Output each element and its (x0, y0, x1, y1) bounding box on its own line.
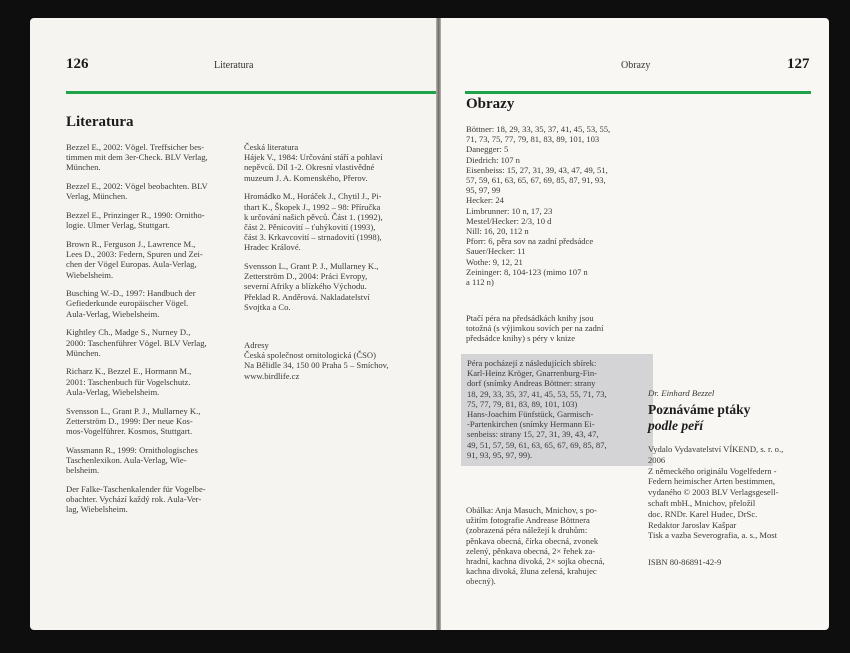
text-line: Hromádko M., Horáček J., Chytil J., Pi- (244, 191, 382, 202)
running-title: Literatura (214, 60, 254, 71)
text-line: Bezzel E., Prinzinger R., 1990: Ornitho- (66, 210, 205, 221)
text-line: muzeum J. A. Komenského, Přerov. (244, 172, 368, 183)
text-line: mos-Vogelführer. Kosmos, Stuttgart. (66, 425, 193, 436)
text-line: doc. RNDr. Karel Hudec, DrSc. (648, 508, 758, 519)
reference-entry (244, 340, 434, 381)
left-page (30, 18, 436, 630)
text-line: část 2. Pěnicovití – ťuhýkovití (1993), (244, 221, 376, 232)
reference-entry (66, 445, 241, 476)
text-line: část 3. Krkavcovití – strnadovití (1998), (244, 232, 382, 243)
addresses-block (244, 340, 434, 389)
header-rule (66, 91, 436, 94)
text-line: Pforr: 6, pěra sov na zadní předsádce (466, 236, 594, 247)
text-line: Federn heimischer Arten bestimmen, (648, 476, 775, 487)
references-column-2 (244, 142, 434, 321)
text-line: Mestel/Hecker: 2/3, 10 d (466, 215, 552, 226)
text-line: zelený, pěnkava obecná, 2× řehek za- (466, 545, 596, 556)
header-rule (465, 91, 811, 94)
text-line: Lees D., 2003: Federn, Spuren und Zei- (66, 249, 203, 260)
text-line: Danegger: 5 (466, 144, 509, 155)
text-line: logie. Ulmer Verlag, Stuttgart. (66, 220, 170, 231)
text-line: dorf (snímky Andreas Böttner: strany (467, 378, 596, 389)
photo-credits-index (466, 124, 646, 287)
text-line: Limbrunner: 10 n, 17, 23 (466, 205, 553, 216)
text-line: nepěvců. Díl 1-2. Okresní vlastivědné (244, 162, 375, 173)
text-line: Sauer/Hecker: 11 (466, 246, 526, 257)
reference-entry (244, 261, 434, 312)
text-line: Hans-Joachim Fünfstück, Garmisch- (467, 409, 594, 420)
text-line: Verlag, München. (66, 191, 128, 202)
section-heading: Obrazy (466, 96, 515, 112)
text-line: -Partenkirchen (snímky Hermann Ei- (467, 419, 595, 430)
reference-entry (66, 288, 241, 319)
reference-entry (66, 210, 241, 230)
text-line: Aula-Verlag, Wiebelsheim. (66, 308, 160, 319)
text-line: www.birdlife.cz (244, 370, 300, 381)
book-subtitle: podle peří (648, 418, 704, 433)
text-line: 71, 73, 75, 77, 79, 81, 83, 89, 101, 103 (466, 134, 600, 145)
text-line: Nill: 16, 20, 112 n (466, 226, 529, 237)
reference-entry (66, 327, 241, 358)
text-line: Aula-Verlag, Wiebelsheim. (66, 386, 160, 397)
text-line: 95, 97, 99 (466, 185, 501, 196)
text-line: Svojtka a Co. (244, 301, 291, 312)
text-line: předsádce knihy) s péry v knize (466, 333, 576, 344)
text-line: belsheim. (66, 465, 100, 476)
text-line: Der Falke-Taschenkalender für Vogelbe- (66, 483, 206, 494)
text-line: obachter. Vychází každý rok. Aula-Ver- (66, 493, 202, 504)
text-line: München. (66, 162, 101, 173)
text-line: totožná (s výjimkou sovích per na zadní (466, 323, 604, 334)
cover-credits (466, 505, 646, 587)
text-line: chen der Vögel Europas. Aula-Verlag, (66, 259, 197, 270)
text-line: 2006 (648, 454, 666, 465)
book-title: Poznáváme ptáky (648, 402, 751, 417)
text-line: thart K., Škopek J., 1992 – 98: Příručka (244, 201, 381, 212)
section-heading: Literatura (66, 114, 134, 130)
text-line: 91, 93, 95, 97, 99). (467, 449, 533, 460)
collections-box (461, 354, 653, 466)
reference-entry (66, 366, 241, 397)
imprint-lines (648, 444, 826, 541)
text-line: 49, 51, 57, 59, 61, 63, 65, 67, 69, 85, 87, (467, 439, 607, 450)
text-line: Richarz K., Bezzel E., Hormann M., (66, 366, 192, 377)
page-number: 126 (66, 56, 89, 72)
text-line: Svensson L., Grant P. J., Mullarney K., (66, 405, 201, 416)
text-line: hradní, kachna divoká, 2× sojka obecná, (466, 556, 605, 567)
text-line: Kightley Ch., Madge S., Nurney D., (66, 327, 191, 338)
text-line: Bezzel E., 2002: Vögel beobachten. BLV (66, 181, 208, 192)
running-title: Obrazy (621, 60, 651, 71)
feathers-note (466, 313, 646, 344)
reference-entry (66, 484, 241, 515)
text-line: 75, 77, 79, 81, 83, 89, 101, 103) (467, 398, 578, 409)
text-line: Tisk a vazba Severografia, a. s., Most (648, 530, 778, 541)
reference-entry (66, 181, 241, 201)
isbn: ISBN 80-86891-42-9 (648, 557, 722, 568)
references-column-1 (66, 142, 241, 523)
text-line: Taschenlexikon. Aula-Verlag, Wie- (66, 454, 187, 465)
text-line: Wassmann R., 1999: Ornithologisches (66, 444, 198, 455)
text-line: Péra pocházejí z následujících sbírek: (467, 358, 597, 368)
text-line: Zetterström D., 1999: Der neue Kos- (66, 415, 193, 426)
text-line: Vydalo Vydavatelství VÍKEND, s. r. o., (648, 444, 784, 454)
text-line: 57, 59, 61, 63, 65, 67, 69, 85, 87, 91, 93, (466, 175, 606, 186)
text-line: Svensson L., Grant P. J., Mullarney K., (244, 261, 379, 272)
text-line: Na Bělidle 34, 150 00 Praha 5 – Smíchov, (244, 360, 389, 371)
page-number: 127 (787, 56, 810, 72)
reference-entry (66, 239, 241, 280)
text-line: Hradec Králové. (244, 242, 301, 253)
text-line: Diedrich: 107 n (466, 154, 520, 165)
text-line: a 112 n) (466, 277, 494, 288)
text-line: Překlad R. Anděrová. Nakladatelství (244, 291, 370, 302)
reference-entry (244, 142, 434, 183)
text-line: Brown R., Ferguson J., Lawrence M., (66, 238, 196, 249)
text-line: Eisenbeiss: 15, 27, 31, 39, 43, 47, 49, 51, (466, 164, 608, 175)
text-line: 2000: Taschenführer Vögel. BLV Verlag, (66, 337, 207, 348)
author: Dr. Einhard Bezzel (648, 388, 715, 398)
imprint (648, 388, 826, 568)
reference-entry (244, 191, 434, 252)
text-line: 18, 29, 33, 35, 37, 41, 45, 53, 55, 71, 73, (467, 388, 607, 399)
text-line: lag, Wiebelsheim. (66, 504, 128, 515)
text-line: München. (66, 347, 101, 358)
reference-entry (66, 406, 241, 437)
text-line: k určování našich pěvců. Část 1. (1992), (244, 211, 383, 222)
text-line: Karl-Heinz Kröger, Gnarrenburg-Fin- (467, 368, 598, 379)
text-line: Zeininger: 8, 104-123 (mimo 107 n (466, 266, 588, 277)
text-line: Hecker: 24 (466, 195, 504, 206)
right-page (441, 18, 829, 630)
text-line: (zobrazená péra náležejí k druhům: (466, 525, 588, 536)
text-line: Česká společnost ornitologická (ČSO) (244, 350, 376, 361)
text-line: Z německého originálu Vogelfedern - (648, 465, 777, 476)
text-line: Česká literatura (244, 142, 299, 152)
text-line: Hájek V., 1984: Určování stáří a pohlaví (244, 152, 383, 163)
text-line: severní Afriky a blízkého Východu. (244, 281, 367, 292)
text-line: schaft mbH., Mnichov, přeložil (648, 497, 756, 508)
text-line: Gefiederkunde europäischer Vögel. (66, 298, 189, 309)
text-line: timmen mit dem 3er-Check. BLV Verlag, (66, 152, 208, 163)
reference-entry (66, 142, 241, 173)
text-line: Redaktor Jaroslav Kašpar (648, 519, 737, 530)
text-line: Obálka: Anja Masuch, Mnichov, s po- (466, 505, 597, 515)
text-line: 2001: Taschenbuch für Vogelschutz. (66, 376, 191, 387)
text-line: Wothe: 9, 12, 21 (466, 256, 523, 267)
text-line: užitím fotografie Andrease Böttnera (466, 515, 590, 526)
text-line: obecný). (466, 576, 496, 587)
text-line: Busching W.-D., 1997: Handbuch der (66, 288, 196, 299)
text-line: pěnkava obecná, čírka obecná, zvonek (466, 535, 599, 546)
text-line: Bezzel E., 2002: Vögel. Treffsicher bes- (66, 142, 205, 152)
text-line: Wiebelsheim. (66, 269, 114, 280)
text-line: vydaného © 2003 BLV Verlagsgesell- (648, 487, 779, 498)
text-line: Adresy (244, 340, 269, 350)
text-line: kachna divoká, žluna zelená, krahujec (466, 566, 597, 577)
text-line: senbeiss: strany 15, 27, 31, 39, 43, 47, (467, 429, 599, 440)
text-line: Böttner: 18, 29, 33, 35, 37, 41, 45, 53, 55, (466, 124, 611, 134)
text-line: Ptačí péra na předsádkách knihy jsou (466, 313, 594, 323)
text-line: Zetterström D., 2004: Práci Evropy, (244, 271, 368, 282)
